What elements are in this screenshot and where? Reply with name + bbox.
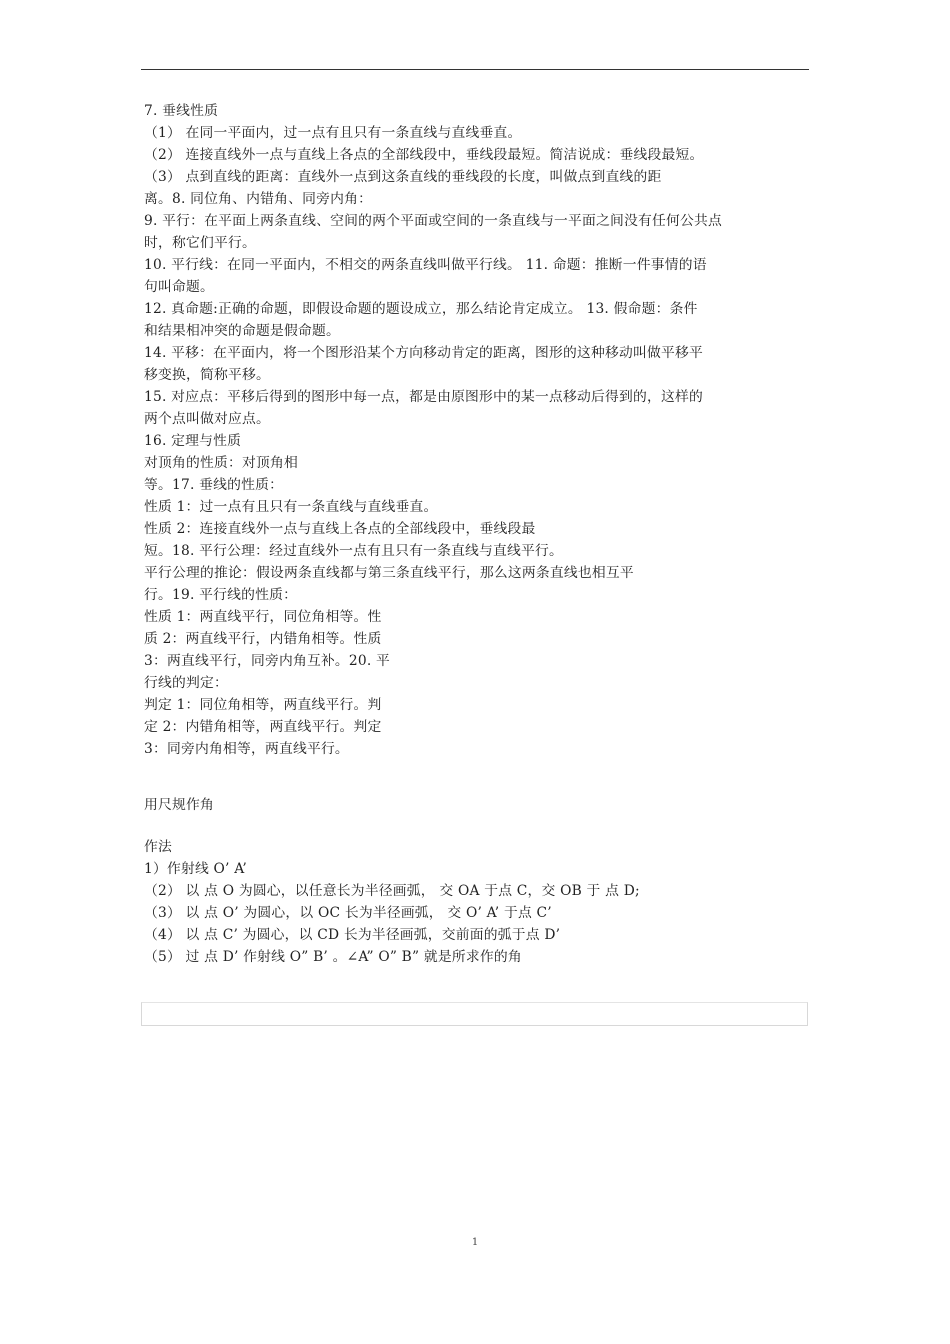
text-line: 16. 定理与性质 [144, 433, 242, 449]
text-line: 定 2：内错角相等，两直线平行。判定 [144, 719, 382, 735]
text-line: 时，称它们平行。 [144, 235, 256, 251]
text-line: 14. 平移：在平面内，将一个图形沿某个方向移动肯定的距离，图形的这种移动叫做平移平 [144, 345, 704, 361]
text-line: 7. 垂线性质 [144, 103, 219, 119]
text-line: 平行公理的推论：假设两条直线都与第三条直线平行，那么这两条直线也相互平 [144, 565, 634, 581]
construction-step: 1）作射线 O’ A’ [144, 861, 247, 877]
text-line: 行线的判定： [144, 675, 228, 691]
empty-table-row [141, 1002, 808, 1026]
text-line: 10. 平行线：在同一平面内，不相交的两条直线叫做平行线。 11. 命题：推断一件事情的语 [144, 257, 707, 273]
text-line: 9. 平行：在平面上两条直线、空间的两个平面或空间的一条直线与一平面之间没有任何公共点 [144, 213, 723, 229]
text-line: 3：两直线平行，同旁内角互补。20. 平 [144, 653, 391, 669]
text-line: 和结果相冲突的命题是假命题。 [144, 323, 340, 339]
text-line: 15. 对应点：平移后得到的图形中每一点，都是由原图形中的某一点移动后得到的，这样的 [144, 389, 704, 405]
text-line: 性质 1：过一点有且只有一条直线与直线垂直。 [144, 499, 438, 515]
text-line: 离。8. 同位角、内错角、同旁内角： [144, 191, 373, 207]
text-line: 判定 1：同位角相等，两直线平行。判 [144, 697, 382, 713]
text-line: 性质 1：两直线平行，同位角相等。性 [144, 609, 382, 625]
construction-step: （2） 以 点 O 为圆心，以任意长为半径画弧， 交 OA 于点 C，交 OB 于 点 D; [144, 883, 640, 899]
text-line: 3：同旁内角相等，两直线平行。 [144, 741, 349, 757]
text-line: （3） 点到直线的距离：直线外一点到这条直线的垂线段的长度，叫做点到直线的距 [144, 169, 662, 185]
header-rule [141, 69, 809, 70]
text-line: 句叫命题。 [144, 279, 214, 295]
section-heading: 用尺规作角 [144, 797, 214, 813]
text-line: 移变换，简称平移。 [144, 367, 270, 383]
method-label: 作法 [144, 839, 172, 855]
construction-step: （3） 以 点 O’ 为圆心，以 OC 长为半径画弧， 交 O’ A’ 于点 C’ [144, 905, 552, 921]
page-number: 1 [471, 1237, 479, 1248]
text-line: 质 2：两直线平行，内错角相等。性质 [144, 631, 382, 647]
text-line: （2） 连接直线外一点与直线上各点的全部线段中，垂线段最短。简洁说成：垂线段最短。 [144, 147, 704, 163]
text-line: 对顶角的性质：对顶角相 [144, 455, 298, 471]
text-line: 等。17. 垂线的性质： [144, 477, 284, 493]
text-line: 12. 真命题:正确的命题，即假设命题的题设成立，那么结论肯定成立。 13. 假命题：条件 [144, 301, 698, 317]
construction-step: （4） 以 点 C’ 为圆心，以 CD 长为半径画弧，交前面的弧于点 D’ [144, 927, 561, 943]
text-line: （1） 在同一平面内，过一点有且只有一条直线与直线垂直。 [144, 125, 522, 141]
construction-step: （5） 过 点 D’ 作射线 O” B’ 。∠A” O” B” 就是所求作的角 [144, 949, 522, 965]
text-line: 短。18. 平行公理：经过直线外一点有且只有一条直线与直线平行。 [144, 543, 564, 559]
text-line: 两个点叫做对应点。 [144, 411, 270, 427]
text-line: 行。19. 平行线的性质： [144, 587, 298, 603]
text-line: 性质 2：连接直线外一点与直线上各点的全部线段中，垂线段最 [144, 521, 536, 537]
document-body [144, 100, 814, 968]
